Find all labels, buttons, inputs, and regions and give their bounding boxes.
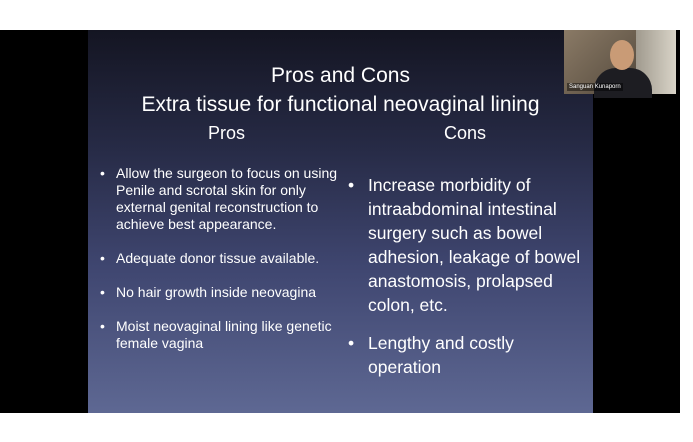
pros-item-text: No hair growth inside neovagina: [116, 284, 317, 300]
video-frame: [0, 30, 693, 437]
bullet-icon: •: [348, 333, 355, 353]
slide-title: Pros and Cons: [271, 64, 410, 87]
speaker-avatar: [610, 40, 634, 70]
list-item: [100, 165, 356, 233]
bullet-icon: •: [348, 175, 355, 195]
list-item: [348, 331, 588, 379]
cons-item-text: Increase morbidity of intraabdominal intestinal surgery such as bowel adhesion, leakage of bowel anastomosis, prolapsed colon, etc.: [368, 175, 581, 315]
list-item: [100, 318, 356, 352]
list-item: [100, 250, 356, 267]
bullet-icon: •: [100, 284, 105, 300]
pros-heading: Pros: [208, 123, 246, 143]
bullet-icon: •: [100, 165, 105, 181]
list-item: [100, 284, 356, 301]
pros-item-text: Moist neovaginal lining like genetic female vagina: [116, 318, 332, 351]
cons-item-text: Lengthy and costly operation: [368, 333, 514, 377]
cons-heading: Cons: [444, 123, 487, 143]
pros-item-text: Adequate donor tissue available.: [116, 250, 320, 266]
presentation-slide: [88, 30, 593, 413]
recording-timestamp: 2022-12-15 21:49:47: [590, 427, 693, 437]
pros-list: [100, 165, 356, 369]
slide-subtitle: Extra tissue for functional neovaginal lining: [141, 93, 540, 116]
speaker-name-label: Sanguan Kunaporn: [569, 84, 621, 90]
pros-item-text: Allow the surgeon to focus on using Penile and scrotal skin for only external genital reconstruction to achieve best appearance.: [116, 165, 338, 232]
list-item: [348, 173, 588, 317]
cons-list: [348, 173, 588, 393]
bullet-icon: •: [100, 318, 105, 334]
speaker-video-thumbnail[interactable]: [564, 30, 676, 94]
bullet-icon: •: [100, 250, 105, 266]
